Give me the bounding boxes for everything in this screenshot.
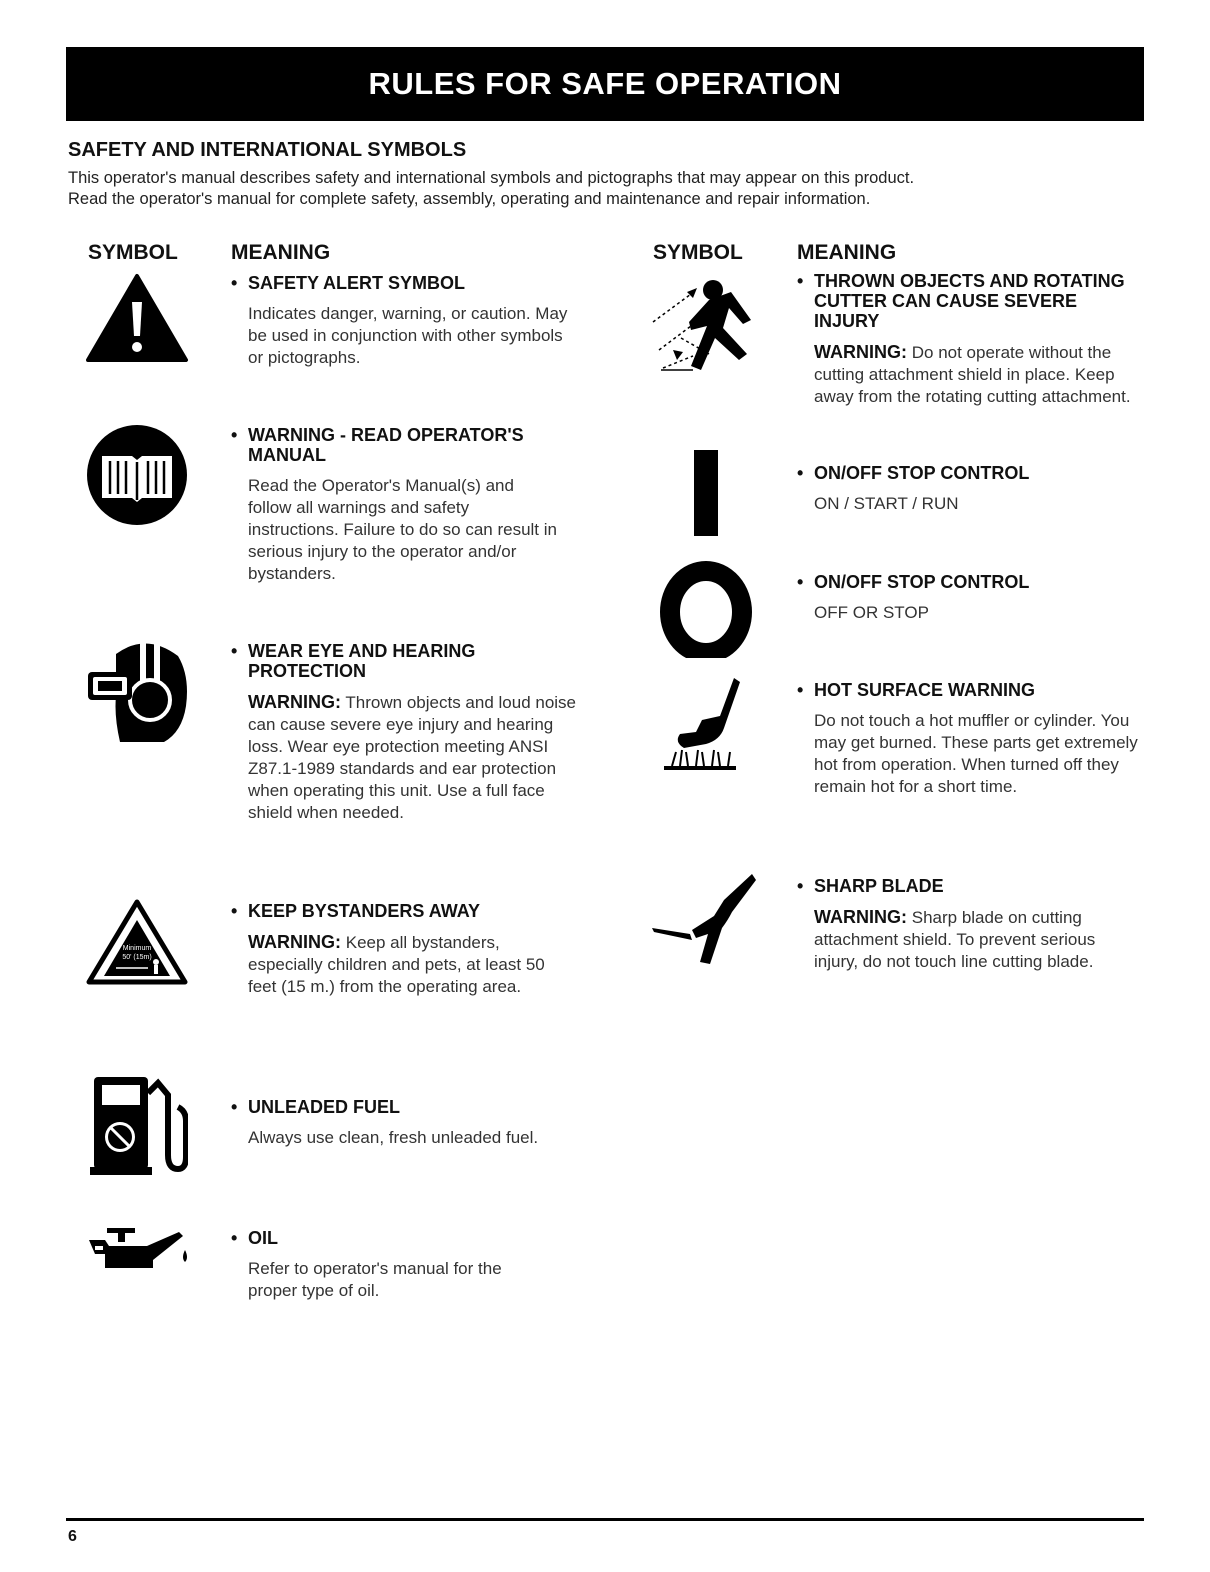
eye-hearing-title: • WEAR EYE AND HEARING PROTECTION: [231, 641, 538, 681]
entry-read-manual: [231, 425, 591, 585]
entry-safety-alert: [231, 273, 591, 369]
bystanders-body: [231, 931, 568, 998]
read-manual-body: Read the Operator's Manual(s) and follow all warnings and safety instructions. Failure to do so can result in serious injury to the operator and/or bystanders.: [248, 476, 557, 583]
entry-oil: [231, 1228, 591, 1302]
intro-line-1: This operator's manual describes safety and international symbols and pictographs that may appear on this product.: [68, 169, 915, 187]
footer-rule: [66, 1518, 1144, 1521]
entry-off-control: [797, 572, 1147, 624]
entry-sharp-blade: [797, 876, 1147, 973]
banner-title: RULES FOR SAFE OPERATION: [368, 66, 842, 101]
entry-bystanders: [231, 901, 591, 998]
eye-hearing-protection-icon: [86, 636, 188, 744]
hot-surface-title: • HOT SURFACE WARNING: [797, 680, 1147, 700]
entry-thrown-objects: [797, 271, 1147, 408]
read-manual-icon: [86, 424, 188, 526]
bystander-sign-line2: 50' (15m): [122, 954, 152, 961]
section-title: SAFETY AND INTERNATIONAL SYMBOLS: [68, 139, 467, 161]
safety-alert-title: • SAFETY ALERT SYMBOL: [231, 273, 591, 293]
keep-bystanders-away-icon: [86, 898, 188, 986]
eye-hearing-body: [231, 691, 578, 824]
eye-hearing-warning-label: WARNING:: [248, 692, 341, 712]
hot-surface-icon: [662, 676, 740, 772]
sharp-blade-body: [797, 906, 1134, 973]
entry-on-control: [797, 463, 1147, 515]
intro-line-2: Read the operator's manual for complete safety, assembly, operating and maintenance and repair information.: [68, 190, 871, 208]
on-control-title: • ON/OFF STOP CONTROL: [797, 463, 1147, 483]
oil-title: • OIL: [231, 1228, 591, 1248]
thrown-objects-title: • THROWN OBJECTS AND ROTATING CUTTER CAN CAUSE SEVERE INJURY: [797, 271, 1144, 331]
off-control-title: • ON/OFF STOP CONTROL: [797, 572, 1147, 592]
on-control-body: ON / START / RUN: [814, 494, 959, 513]
sharp-blade-warning-text: Sharp blade on cutting attachment shield. To prevent serious injury, do not touch line cutting blade.: [814, 908, 1096, 971]
page-banner: [66, 47, 1144, 121]
entry-unleaded-fuel: [231, 1097, 611, 1149]
thrown-objects-icon: [651, 270, 757, 380]
page-number: 6: [68, 1528, 77, 1545]
unleaded-fuel-body: Always use clean, fresh unleaded fuel.: [248, 1128, 539, 1147]
left-meaning-header: MEANING: [231, 241, 331, 264]
oil-body: Refer to operator's manual for the proper type of oil.: [248, 1259, 502, 1300]
thrown-objects-body: [797, 341, 1139, 408]
read-manual-title: • WARNING - READ OPERATOR'S MANUAL: [231, 425, 578, 465]
bystander-sign-line1: Minimum: [122, 945, 152, 952]
sharp-blade-icon: [652, 872, 756, 968]
unleaded-fuel-title: • UNLEADED FUEL: [231, 1097, 611, 1117]
bystanders-warning-text: Keep all bystanders, especially children and pets, at least 50 feet (15 m.) from the operating area.: [248, 933, 545, 996]
hot-surface-body: Do not touch a hot muffler or cylinder. You may get burned. These parts get extremely hot from operation. When turned off they remain hot for a short time.: [814, 711, 1138, 796]
safety-alert-icon: [85, 272, 189, 364]
right-symbol-header: SYMBOL: [653, 241, 743, 264]
thrown-objects-warning-text: Do not operate without the cutting attachment shield in place. Keep away from the rotating cutting attachment.: [814, 343, 1131, 406]
bystanders-title: • KEEP BYSTANDERS AWAY: [231, 901, 591, 921]
right-meaning-header: MEANING: [797, 241, 897, 264]
fuel-pump-icon: [88, 1075, 188, 1177]
sharp-blade-title: • SHARP BLADE: [797, 876, 1147, 896]
oil-can-icon: [87, 1224, 191, 1278]
bystanders-warning-label: WARNING:: [248, 932, 341, 952]
entry-hot-surface: [797, 680, 1147, 798]
entry-eye-hearing: [231, 641, 591, 824]
on-off-symbols-icon: [656, 450, 766, 658]
thrown-objects-warning-label: WARNING:: [814, 342, 907, 362]
intro-text: [68, 168, 1148, 210]
safety-alert-body: Indicates danger, warning, or caution. May be used in conjunction with other symbols or pictographs.: [248, 304, 568, 367]
eye-hearing-warning-text: Thrown objects and loud noise can cause severe eye injury and hearing loss. Wear eye protection meeting ANSI Z87.1-1989 standards and ear protection when operating this unit. Use a full face shield when needed.: [248, 693, 577, 822]
off-control-body: OFF OR STOP: [814, 603, 929, 622]
left-symbol-header: SYMBOL: [88, 241, 178, 264]
sharp-blade-warning-label: WARNING:: [814, 907, 907, 927]
